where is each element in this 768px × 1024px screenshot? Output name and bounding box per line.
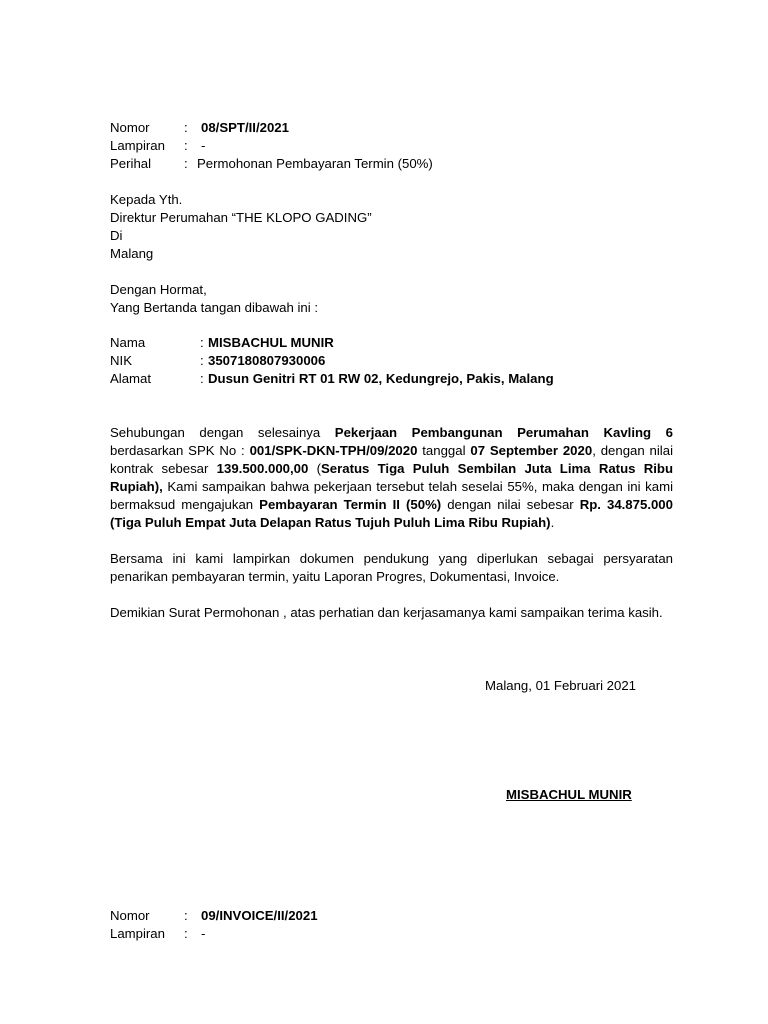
recipient-line-2: Direktur Perumahan “THE KLOPO GADING” <box>110 210 372 225</box>
nama-value: MISBACHUL MUNIR <box>208 335 334 350</box>
nik-colon: : <box>200 353 204 368</box>
body-paragraph-2: Bersama ini kami lampirkan dokumen pendukung yang diperlukan sebagai persyaratan penarikan pembayaran termin, yaitu Laporan Progres, Dokumentasi, Invoice. <box>110 551 673 584</box>
lampiran-row-2 <box>0 925 600 943</box>
nomor-colon: : <box>184 120 188 135</box>
p1-bold-7: Rp. 34.875.000 (Tiga Puluh Empat Juta Delapan Ratus Tujuh Puluh Lima Ribu Rupiah) <box>110 497 673 530</box>
recipient-line-1: Kepada Yth. <box>110 192 183 207</box>
nomor-value-2: 09/INVOICE/II/2021 <box>201 908 318 923</box>
nik-row <box>0 352 600 370</box>
nomor-label-2: Nomor <box>110 908 150 923</box>
lampiran-colon-2: : <box>184 926 188 941</box>
alamat-row <box>0 370 600 388</box>
p1-bold-2: 001/SPK-DKN-TPH/09/2020 <box>249 443 418 458</box>
perihal-label: Perihal <box>110 156 152 171</box>
nik-label: NIK <box>110 353 132 368</box>
p1-text-3: tanggal <box>417 443 471 458</box>
recipient-line-3: Di <box>110 228 123 243</box>
p1-bold-1: Pekerjaan Pembangunan Perumahan Kavling 6 <box>334 425 673 440</box>
nomor-row <box>0 119 600 137</box>
nomor-colon-2: : <box>184 908 188 923</box>
nama-colon: : <box>200 335 204 350</box>
nik-value: 3507180807930006 <box>208 353 326 368</box>
nomor-label: Nomor <box>110 120 150 135</box>
nomor-value: 08/SPT/II/2021 <box>201 120 289 135</box>
perihal-row <box>0 155 600 173</box>
p1-text-5: ( <box>308 461 321 476</box>
place-date: Malang, 01 Februari 2021 <box>485 678 637 693</box>
lampiran-colon: : <box>184 138 188 153</box>
p1-text-7: dengan nilai sebesar <box>441 497 580 512</box>
lampiran-label: Lampiran <box>110 138 165 153</box>
greeting-line-1: Dengan Hormat, <box>110 282 207 297</box>
signer-name: MISBACHUL MUNIR <box>506 787 632 802</box>
nama-row <box>0 334 600 352</box>
perihal-colon: : <box>184 156 188 171</box>
p1-text-1: Sehubungan dengan selesainya <box>110 425 335 440</box>
p1-bold-4: 139.500.000,00 <box>216 461 309 476</box>
perihal-value: Permohonan Pembayaran Termin (50%) <box>197 156 433 171</box>
lampiran-value-2: - <box>201 926 206 941</box>
recipient-line-4: Malang <box>110 246 154 261</box>
p1-bold-6: Pembayaran Termin II (50%) <box>259 497 442 512</box>
lampiran-label-2: Lampiran <box>110 926 165 941</box>
alamat-colon: : <box>200 371 204 386</box>
p1-text-2: berdasarkan SPK No : <box>110 443 250 458</box>
greeting-line-2: Yang Bertanda tangan dibawah ini : <box>110 300 318 315</box>
p1-bold-5: Seratus Tiga Puluh Sembilan Juta Lima Ratus Ribu Rupiah), <box>110 461 673 494</box>
body-paragraph-3: Demikian Surat Permohonan , atas perhatian dan kerjasamanya kami sampaikan terima kasih. <box>110 605 663 620</box>
p1-text-4: , dengan nilai kontrak sebesar <box>110 443 673 476</box>
body-paragraph-1 <box>110 424 673 532</box>
nama-label: Nama <box>110 335 146 350</box>
p1-text-8: . <box>550 515 555 530</box>
p1-text-6: Kami sampaikan bahwa pekerjaan tersebut telah seselai 55%, maka dengan ini kami bermaksud mengajukan <box>110 479 673 512</box>
alamat-label: Alamat <box>110 371 152 386</box>
lampiran-value: - <box>201 138 206 153</box>
nomor-row-2 <box>0 907 600 925</box>
alamat-value: Dusun Genitri RT 01 RW 02, Kedungrejo, Pakis, Malang <box>208 371 554 386</box>
p1-bold-3: 07 September 2020 <box>470 443 593 458</box>
lampiran-row <box>0 137 600 155</box>
